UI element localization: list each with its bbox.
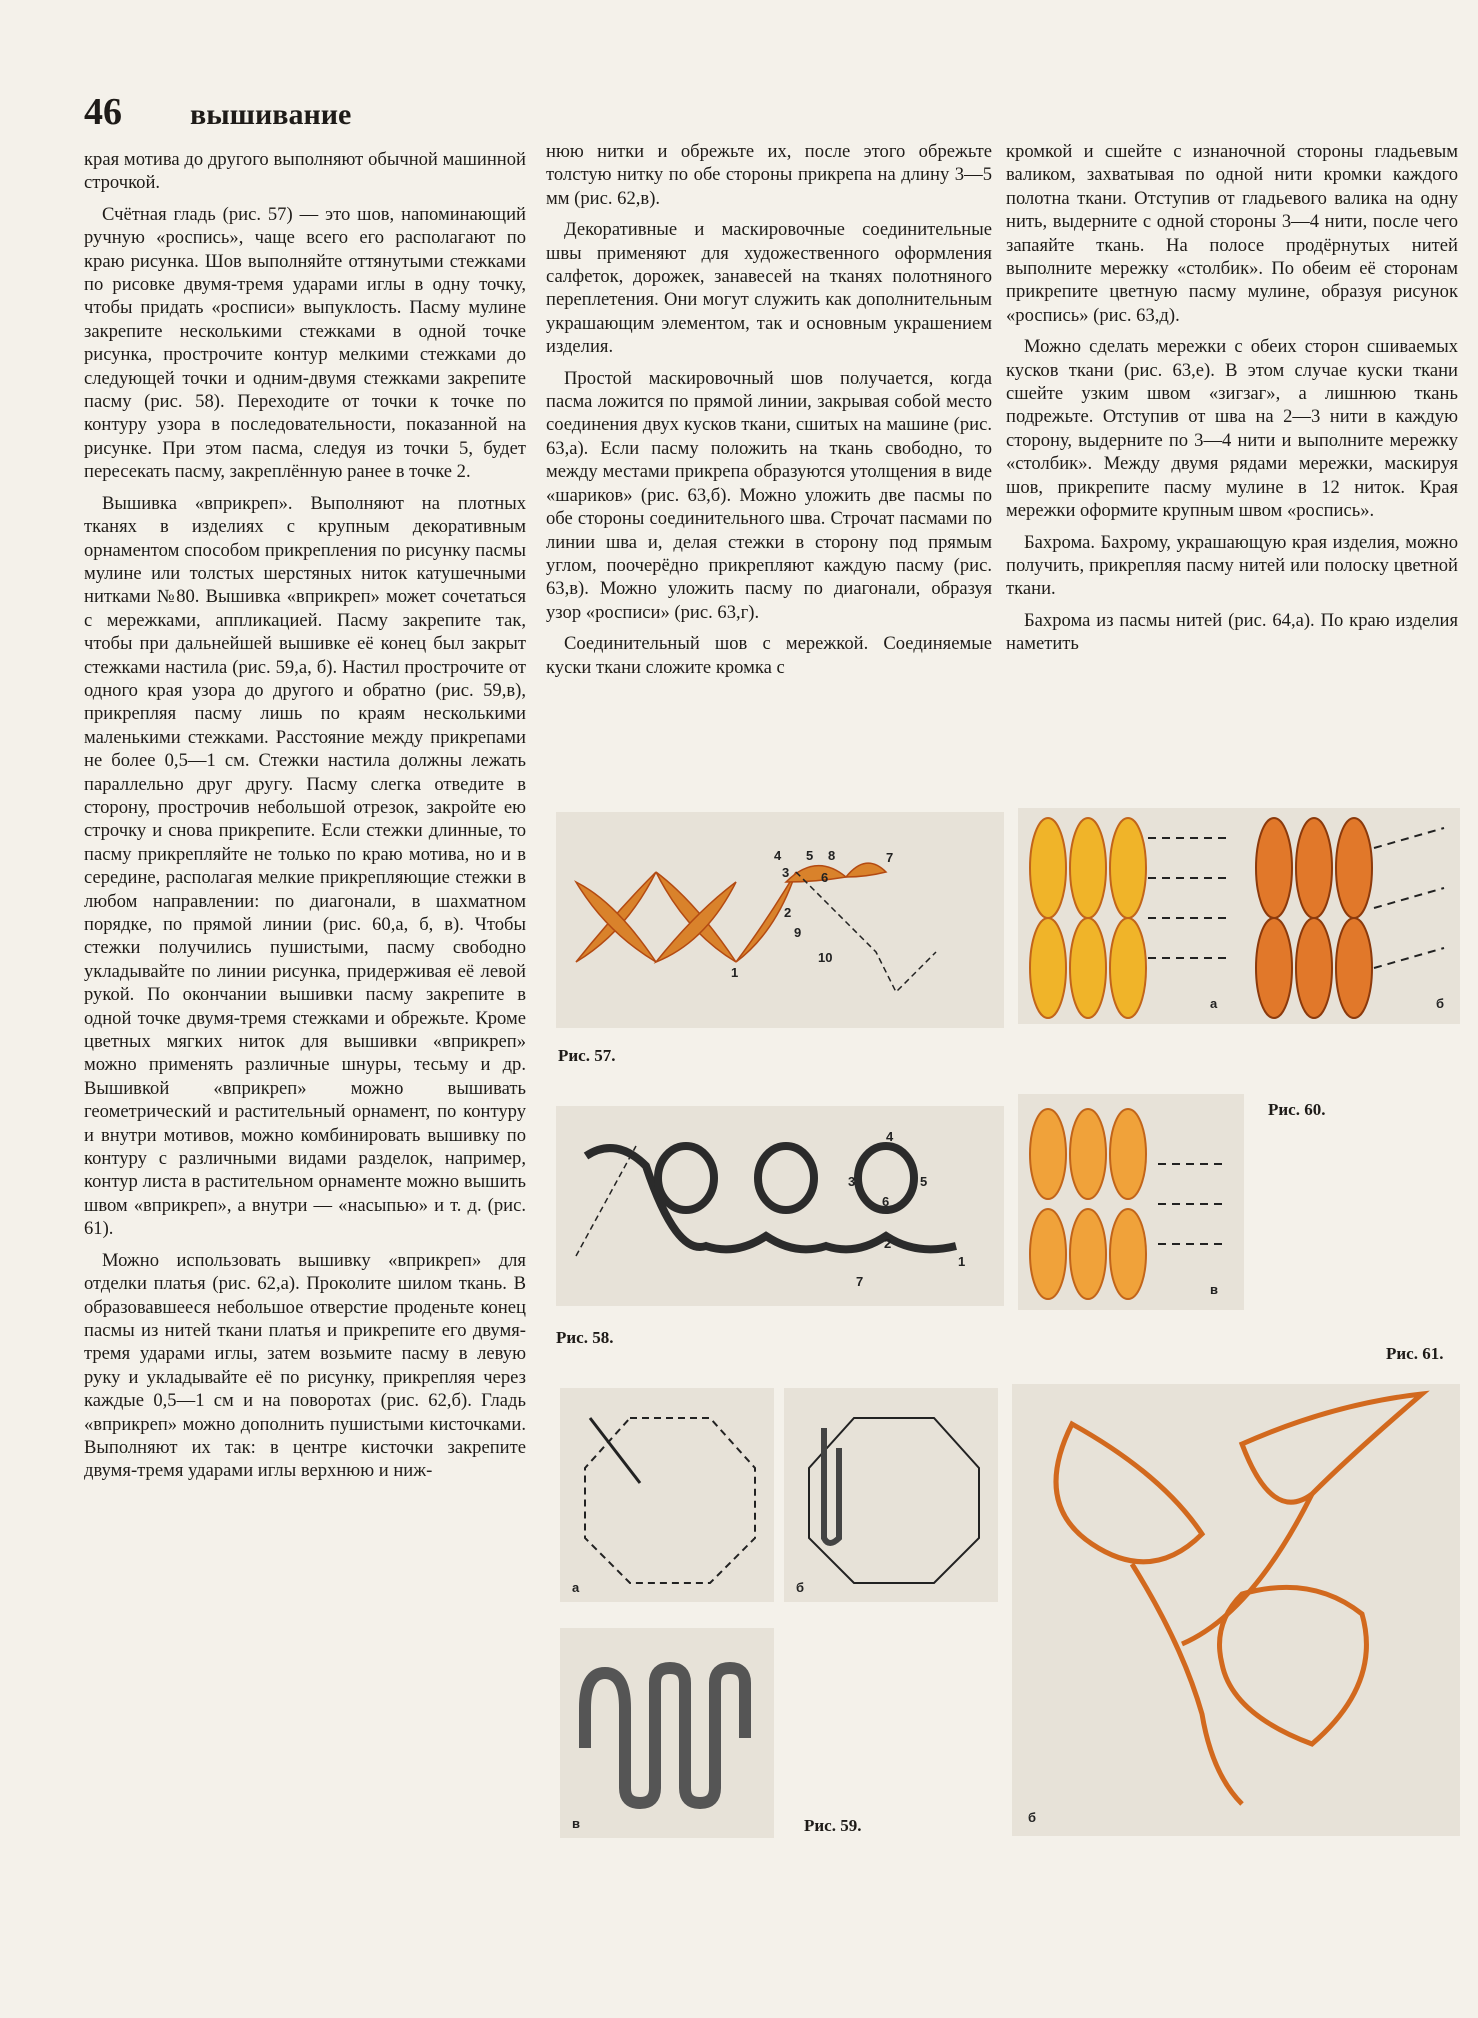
text-column-1 [84,148,526,1491]
stitch-point-label: 7 [856,1274,864,1289]
panel-label: а [572,1580,580,1595]
figure-57-caption: Рис. 57. [558,1046,616,1065]
stitch-point-label: 5 [806,848,814,863]
stitch-point-label: 4 [886,1129,894,1144]
stitch-point-label: 2 [884,1236,892,1251]
figure-59c-illustration [560,1628,774,1838]
stitch-point-label: 10 [818,950,833,965]
text-column-2 [546,140,992,687]
stitch-point-label: 6 [882,1194,890,1209]
panel-label: а [1210,996,1218,1011]
panel-label: в [572,1816,580,1831]
stitch-point-label: 8 [828,848,836,863]
figure-61-caption: Рис. 61. [1386,1344,1444,1363]
page-number: 46 [84,91,122,133]
section-title: вышивание [190,98,352,131]
paragraph: Соединительный шов с мережкой. Соединяемые куски ткани сложите кромка с [546,633,992,678]
paragraph: Можно использовать вышивку «вприкреп» для отделки платья (рис. 62,а). Проколите шилом ткань. В образовавшееся небольшое отверстие проденьте конец пасмы из нитей ткани платья и прикрепите его двумя-тремя ударами иглы, затем возьмите пасму в левую руку и укладывайте её по рисунку, прикрепляя через каждые 0,5—1 см и на поворотах (рис. 62,б). Гладь «вприкреп» можно дополнить пушистыми кисточками. Выполняют их так: в центре кисточки закрепите двумя-тремя ударами иглы верхнюю и ниж- [84,1249,526,1482]
figure-60b-illustration [1244,808,1460,1024]
figure-58-caption: Рис. 58. [556,1328,614,1347]
paragraph: кромкой и сшейте с изнаночной стороны гладьевым валиком, захватывая по одной нити кромки каждого полотна ткани. Отступив от гладьевого валика на одну нить, выдерните с одной стороны 3—4 нити, после чего запаяйте ткань. На полосе продёрнутых нитей выполните мережку «столбик». По обеим её сторонам прикрепите цветную пасму мулине, образуя рисунок «роспись» (рис. 63,д). [1006,141,1458,326]
stitch-point-label: 9 [794,925,802,940]
paragraph: Можно сделать мережки с обеих сторон сшиваемых кусков ткани (рис. 63,е). В этом случае куски ткани сшейте узким швом «зигзаг», а лишнюю ткань подрежьте. Отступив от шва на 2—3 нити в каждую сторону, выдерните по 3—4 нити и выполните мережку «столбик». Между двумя рядами мережки, маскируя шов, прикрепите пасму мулине в 12 ниток. Края мережки оформите крупным швом «роспись». [1006,336,1458,522]
panel-label: в [1210,1282,1218,1297]
paragraph: Бахрома. Бахрому, украшающую края изделия, можно получить, прикрепляя пасму нитей или полоску цветной ткани. [1006,531,1458,600]
stitch-point-label: 1 [958,1254,966,1269]
stitch-point-label: 4 [774,848,782,863]
figure-58-illustration [556,1106,1004,1306]
figure-59b-illustration [784,1388,998,1602]
stitch-point-label: 1 [731,965,739,980]
figure-60a-illustration [1018,808,1244,1024]
stitch-point-label: 6 [821,870,829,885]
panel-label: б [1028,1810,1037,1825]
paragraph: Бахрома из пасмы нитей (рис. 64,а). По краю изделия наметить [1006,609,1458,655]
figure-60-caption: Рис. 60. [1268,1100,1326,1119]
stitch-point-label: 5 [920,1174,928,1189]
figure-59a-illustration [560,1388,774,1602]
figure-59-caption: Рис. 59. [804,1816,862,1835]
paragraph: Вышивка «вприкреп». Выполняют на плотных тканях в изделиях с крупным декоративным орнаментом способом прикрепления по рисунку пасмы мулине или толстых шерстяных ниток катушечными нитками №80. Вышивка «вприкреп» может сочетаться с мережками, аппликацией. Пасму закрепите так, чтобы при дальнейшей вышивке её конец был закрыт стежками настила (рис. 59,а, б). Настил прострочите от одного края узора до другого и обратно (рис. 59,в), прикрепляя пасму лишь по краям несколькими маленькими стежками. Расстояние между прикрепами не более 0,5—1 см. Стежки настила должны лежать параллельно друг другу. Пасму слегка отведите в сторону, прострочив небольшой отрезок, закройте ею строчку и снова прикрепите. Если стежки длинные, то пасму прикрепляйте не только по краю мотива, но и в середине, располагая мелкие прикрепляющие стежки в любом направлении: по диагонали, в шахматном порядке, по прямой линии (рис. 60,а, б, в). Чтобы стежки получились пушистыми, пасму свободно укладывайте по линии рисунка, придерживая её левой рукой. По окончании вышивки пасму закрепите в одной точке двумя-тремя стежками и обрежьте. Кроме цветных мягких ниток для вышивки «вприкреп» можно применять различные шнуры, тесьму и др. Вышивкой «вприкреп» можно вышивать геометрический и растительный орнамент, по контуру и внутри мотивов, можно комбинировать вышивку по контуру с различными видами разделок, например, контур листа в растительном орнаменте можно вышить швом «вприкреп», а внутри — «насыпью» и т. д. (рис. 61). [84,492,526,1240]
paragraph: Счётная гладь (рис. 57) — это шов, напоминающий ручную «роспись», чаще всего его располагают по краю рисунка. Шов выполняйте оттянутыми стежками по рисовке двумя-тремя ударами иглы в одну точку, чтобы придать «росписи» выпуклость. Пасму мулине закрепите несколькими стежками в одной точке рисунка, прострочите контур мелкими стежками до следующей точки и одним-двумя стежками закрепите пасму (рис. 58). Переходите от точки к точке по контуру узора в последовательности, показанной на рисунке. При этом пасма, следуя из точки 5, будет пересекать пасму, закреплённую ранее в точке 2. [84,203,526,483]
stitch-point-label: 3 [848,1174,856,1189]
text-column-3 [1006,140,1458,664]
paragraph: края мотива до другого выполняют обычной машинной строчкой. [84,149,526,194]
figure-61-illustration [1012,1384,1460,1836]
stitch-point-label: 7 [886,850,894,865]
figure-57-illustration [556,812,1004,1028]
panel-label: б [1436,996,1445,1011]
panel-label: б [796,1580,805,1595]
paragraph: Декоративные и маскировочные соединительные швы применяют для художественного оформления салфеток, дорожек, занавесей на тканях полотняного переплетения. Они могут служить как дополнительным украшающим элементом, так и основным украшением изделия. [546,219,992,358]
paragraph: нюю нитки и обрежьте их, после этого обрежьте толстую нитку по обе стороны прикрепа на длину 3—5 мм (рис. 62,в). [546,141,992,209]
stitch-point-label: 3 [782,865,790,880]
stitch-point-label: 2 [784,905,792,920]
paragraph: Простой маскировочный шов получается, когда пасма ложится по прямой линии, закрывая собой место соединения двух кусков ткани, сшитых на машине (рис. 63,а). Если пасму положить на ткань свободно, то между местами прикрепа образуются утолщения в виде «шариков» (рис. 63,б). Можно уложить две пасмы по обе стороны соединительного шва. Строчат пасмами по линии шва и, делая стежки в сторону под прямым углом, поочерёдно прикрепляют каждую пасму (рис. 63,в). Можно уложить пасму по диагонали, образуя узор «росписи» (рис. 63,г). [546,367,992,623]
figure-60v-illustration [1018,1094,1244,1310]
